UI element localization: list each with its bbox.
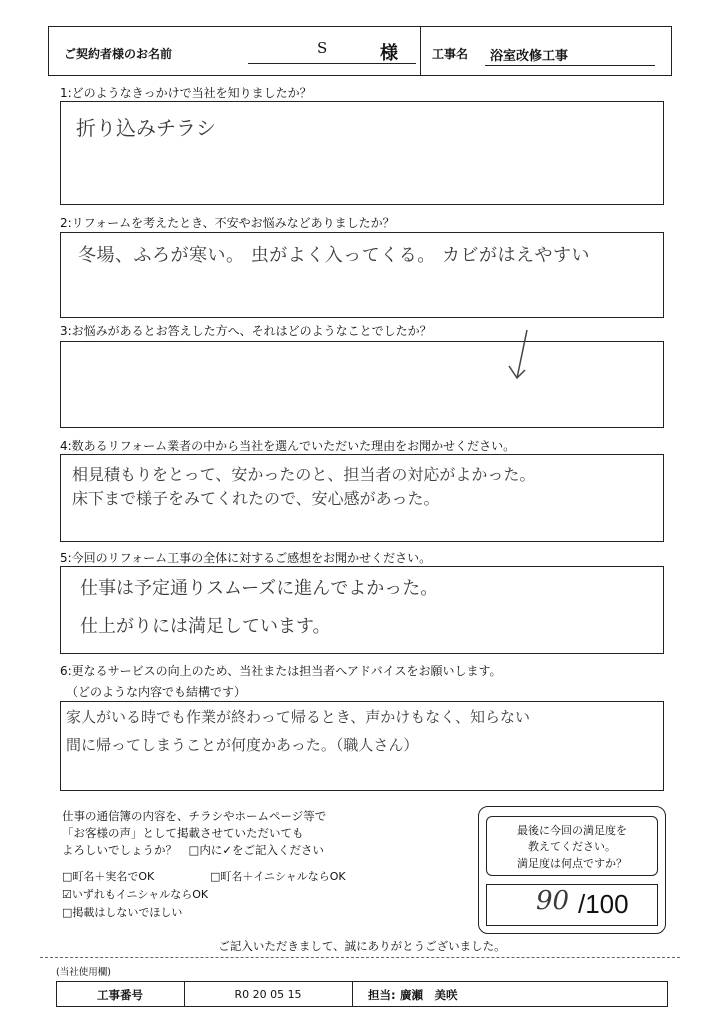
down-arrow-mark xyxy=(505,328,535,388)
answer-3-box xyxy=(60,341,664,428)
dashed-separator xyxy=(40,957,680,958)
honorific: 様 xyxy=(380,43,398,64)
project-label: 工事名 xyxy=(432,47,469,61)
customer-name-value: S xyxy=(317,39,328,57)
answer-5-line-1: 仕事は予定通りスムーズに進んでよかった。 xyxy=(80,578,439,599)
answer-2-text: 冬場、ふろが寒い。 虫がよく入ってくる。 カビがはえやすい xyxy=(78,245,590,266)
job-number-value: R0 20 05 15 xyxy=(234,988,302,1001)
answer-5-line-2: 仕上がりには満足しています。 xyxy=(80,616,331,637)
answer-6-line-2: 間に帰ってしまうことが何度かあった。（職人さん） xyxy=(66,736,419,754)
question-6-label: 6:更なるサービスの向上のため、当社または担当者へアドバイスをお願いします。 xyxy=(60,664,502,678)
publish-option-decline[interactable]: □掲載はしないでほしい xyxy=(62,906,183,919)
satisfaction-max: /100 xyxy=(578,889,629,919)
project-name-underline xyxy=(485,65,655,66)
question-5-label: 5:今回のリフォーム工事の全体に対するご感想をお聞かせください。 xyxy=(60,551,432,565)
header-divider xyxy=(420,26,421,76)
answer-1-text: 折り込みチラシ xyxy=(76,116,216,140)
publish-text-3: よろしいでしょうか？ □内に✓をご記入ください xyxy=(62,843,324,857)
publish-text-2: 「お客様の声」として掲載させていただいても xyxy=(62,826,304,840)
question-1-label: 1:どのようなきっかけで当社を知りましたか？ xyxy=(60,86,312,100)
question-2-label: 2:リフォームを考えたとき、不安やお悩みなどありましたか？ xyxy=(60,216,395,230)
publish-option-full-name[interactable]: □町名＋実名でOK xyxy=(62,870,155,883)
publish-option-town-initials[interactable]: □町名＋イニシャルならOK xyxy=(210,870,346,883)
footer-divider-2 xyxy=(352,981,353,1007)
publish-option-initials-only[interactable]: ☑いずれもイニシャルならOK xyxy=(62,888,209,901)
question-4-label: 4:数あるリフォーム業者の中から当社を選んでいただいた理由をお聞かせください。 xyxy=(60,439,516,453)
publish-text-1: 仕事の通信簿の内容を、チラシやホームページ等で xyxy=(62,809,327,823)
staff-label: 担当: xyxy=(368,988,396,1002)
question-3-label: 3:お悩みがあるとお答えした方へ、それはどのようなことでしたか？ xyxy=(60,324,432,338)
job-number-label: 工事番号 xyxy=(97,988,143,1002)
satisfaction-score-box xyxy=(486,884,658,926)
answer-6-line-1: 家人がいる時でも作業が終わって帰るとき、声かけもなく、知らない xyxy=(66,708,530,726)
project-name: 浴室改修工事 xyxy=(490,49,569,64)
satisfaction-prompt-3: 満足度は何点ですか？ xyxy=(517,857,627,870)
satisfaction-score: 90 xyxy=(536,886,570,916)
answer-4-line-1: 相見積もりをとって、安かったのと、担当者の対応がよかった。 xyxy=(72,465,536,484)
customer-name-label: ご契約者様のお名前 xyxy=(64,47,173,61)
thanks-message: ご記入いただきまして、誠にありがとうございました。 xyxy=(218,939,506,953)
internal-use-label: (当社使用欄) xyxy=(56,967,111,978)
satisfaction-prompt-1: 最後に今回の満足度を xyxy=(517,824,627,837)
staff-name: 廣瀬 美咲 xyxy=(400,988,458,1002)
satisfaction-prompt-2: 教えてください。 xyxy=(528,840,616,853)
question-6-sublabel: （どのような内容でも結構です） xyxy=(66,685,247,699)
answer-4-line-2: 床下まで様子をみてくれたので、安心感があった。 xyxy=(72,489,440,508)
